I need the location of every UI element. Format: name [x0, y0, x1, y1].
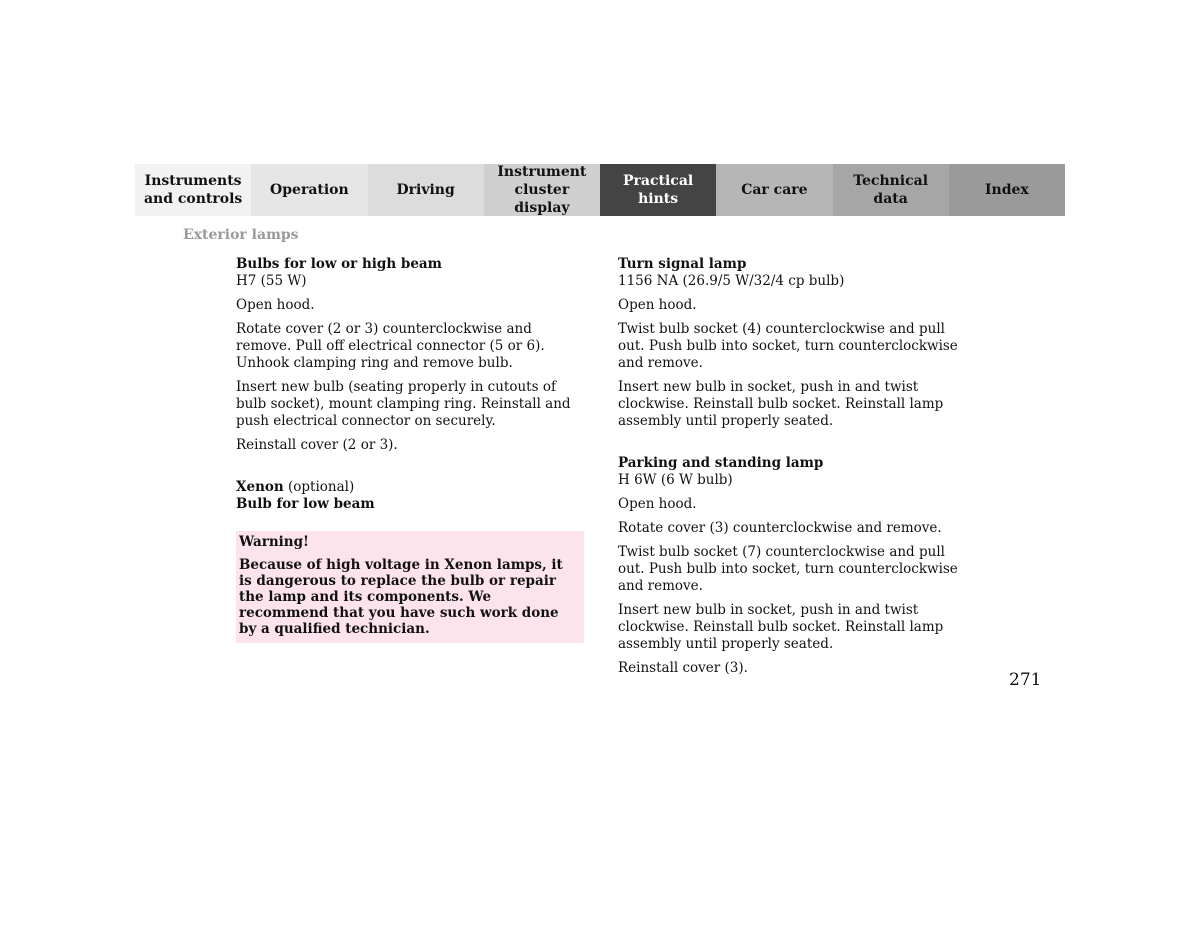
xenon-line — [236, 479, 586, 496]
tab-instruments-and-controls[interactable]: Instruments and controls — [135, 164, 251, 216]
heading-low-beam: Bulb for low beam — [236, 496, 375, 512]
heading-low-high-beam: Bulbs for low or high beam — [236, 256, 442, 272]
step-insert-bulb: Insert new bulb in socket, push in and twist clockwise. Reinstall bulb socket. Reinstall lamp assembly until properly seated. — [618, 379, 944, 429]
chapter-tabs — [135, 164, 1065, 216]
step-open-hood-2: Open hood. — [618, 496, 697, 512]
tab-car-care[interactable]: Car care — [716, 164, 832, 216]
bulb-spec-turn-signal: 1156 NA (26.9/5 W/32/4 cp bulb) — [618, 273, 845, 289]
tab-technical-data[interactable]: Technical data — [833, 164, 949, 216]
warning-text: Because of high voltage in Xenon lamps, it is dangerous to replace the bulb or repair the lamp and its components. We recommend that you have such work done by a qualified technician. — [239, 557, 563, 637]
step-reinstall-cover: Reinstall cover (2 or 3). — [236, 437, 398, 453]
warning-box — [236, 531, 584, 643]
step-insert-bulb-2: Insert new bulb in socket, push in and twist clockwise. Reinstall bulb socket. Reinstall lamp assembly until properly seated. — [618, 602, 944, 652]
xenon-label: Xenon — [236, 479, 284, 495]
heading-parking-standing: Parking and standing lamp — [618, 455, 824, 471]
right-column — [618, 256, 968, 684]
step-reinstall-cover-2: Reinstall cover (3). — [618, 660, 748, 676]
step-open-hood: Open hood. — [618, 297, 697, 313]
bulb-spec-parking: H 6W (6 W bulb) — [618, 472, 733, 488]
step-open-hood: Open hood. — [236, 297, 315, 313]
step-twist-socket: Twist bulb socket (4) counterclockwise and pull out. Push bulb into socket, turn counterclockwise and remove. — [618, 321, 958, 371]
tab-operation[interactable]: Operation — [251, 164, 367, 216]
step-rotate-cover: Rotate cover (2 or 3) counterclockwise and remove. Pull off electrical connector (5 or 6). Unhook clamping ring and remove bulb. — [236, 321, 545, 371]
tab-index[interactable]: Index — [949, 164, 1065, 216]
step-insert-bulb: Insert new bulb (seating properly in cutouts of bulb socket), mount clamping ring. Reinstall and push electrical connector on securely. — [236, 379, 571, 429]
bulb-spec-low-high-beam: H7 (55 W) — [236, 273, 307, 289]
tab-instrument-cluster-display[interactable]: Instrument cluster display — [484, 164, 600, 216]
section-title: Exterior lamps — [183, 227, 299, 243]
heading-turn-signal: Turn signal lamp — [618, 256, 747, 272]
page-number: 271 — [1009, 670, 1042, 690]
step-twist-socket-2: Twist bulb socket (7) counterclockwise and pull out. Push bulb into socket, turn counterclockwise and remove. — [618, 544, 958, 594]
warning-title: Warning! — [239, 534, 309, 550]
tab-driving[interactable]: Driving — [368, 164, 484, 216]
tab-practical-hints[interactable]: Practical hints — [600, 164, 716, 216]
xenon-optional: (optional) — [283, 479, 355, 495]
step-rotate-cover-2: Rotate cover (3) counterclockwise and remove. — [618, 520, 942, 536]
left-column — [236, 256, 586, 643]
